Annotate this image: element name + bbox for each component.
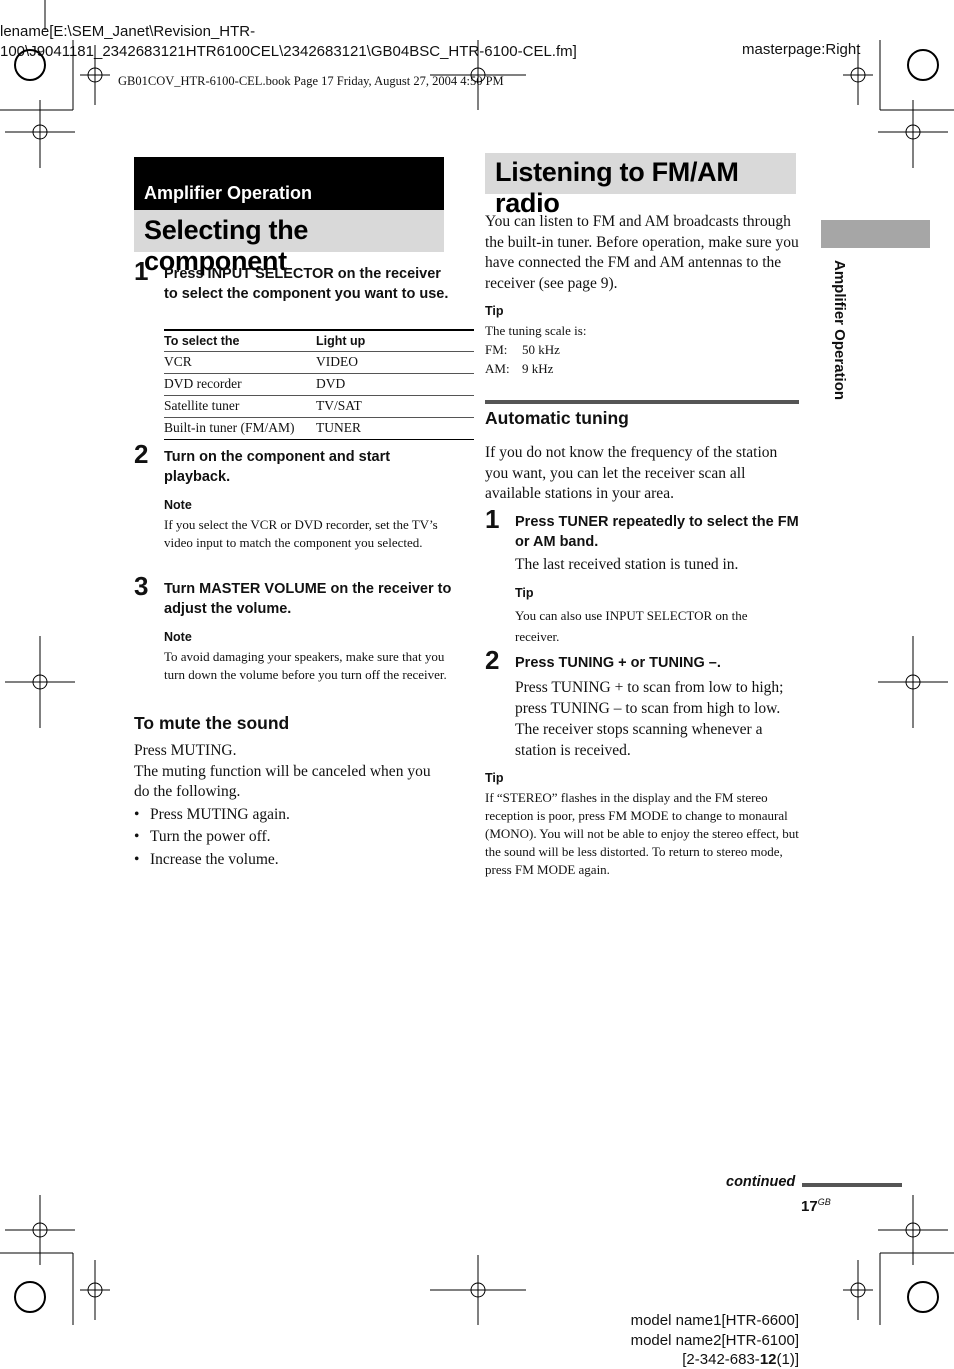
step-1-heading: Press INPUT SELECTOR on the receiver to select the component you want to use.	[164, 266, 449, 302]
component-table	[164, 329, 474, 440]
step-3-note: To avoid damaging your speakers, make sure that you turn down the volume before you turn off the receiver.	[164, 649, 447, 682]
page-number	[801, 1197, 831, 1215]
mute-line-2: The muting function will be canceled when you do the following.	[134, 762, 431, 800]
table-row	[164, 374, 474, 396]
step-3-number: 3	[134, 571, 149, 601]
right-title: Listening to FM/AM radio	[495, 157, 739, 218]
step-3-heading: Turn MASTER VOLUME on the receiver to adjust the volume.	[164, 581, 452, 617]
tip-1-line: The tuning scale is:	[485, 323, 587, 338]
model-name-1: model name1[HTR-6600]	[630, 1312, 799, 1329]
section-rule	[485, 400, 799, 404]
side-tab-bar	[821, 220, 930, 248]
tuning-step-1-tip: You can also use INPUT SELECTOR on the receiver.	[515, 608, 748, 644]
masterpage-label: masterpage:Right	[742, 41, 861, 58]
table-cell: Satellite tuner	[164, 396, 316, 418]
tip-1-label: Tip	[485, 304, 504, 318]
table-cell: TUNER	[316, 418, 474, 440]
fm-value: 50 kHz	[522, 342, 560, 357]
tuning-step-2-text-2: The receiver stops scanning whenever a station is received.	[515, 721, 763, 759]
am-label: AM:	[485, 361, 510, 376]
tuning-step-2-number: 2	[485, 645, 500, 675]
mute-heading: To mute the sound	[134, 713, 290, 733]
page-title: Selecting the component	[144, 215, 309, 276]
tuning-step-1-tip-label: Tip	[515, 586, 534, 600]
tip-2-label: Tip	[485, 771, 504, 785]
table-cell: DVD recorder	[164, 374, 316, 396]
list-item: • Turn the power off.	[134, 827, 449, 848]
list-item-text: Increase the volume.	[150, 850, 279, 868]
step-2-note: If you select the VCR or DVD recorder, set the TV’s video input to match the component you selected.	[164, 517, 438, 550]
part-code-c: (1)]	[776, 1351, 799, 1368]
book-info-line: GB01COV_HTR-6100-CEL.book Page 17 Friday, August 27, 2004 4:50 PM	[118, 74, 504, 88]
list-item: • Press MUTING again.	[134, 805, 449, 826]
tip-2-body: If “STEREO” flashes in the display and the FM stereo reception is poor, press FM MODE to change to monaural (MONO). You will not be able to enjoy the stereo effect, but the sound will be less distorted. To return to stereo mode, press FM MODE again.	[485, 790, 799, 877]
page-number-value: 17	[801, 1198, 818, 1215]
mute-line-1: Press MUTING.	[134, 742, 237, 759]
filename-line-2: 100\J9041181_2342683121HTR6100CEL\2342683121\GB04BSC_HTR-6100-CEL.fm]	[0, 43, 577, 60]
fm-label: FM:	[485, 342, 508, 357]
table-cell: DVD	[316, 374, 474, 396]
section-bar-label: Amplifier Operation	[144, 183, 313, 203]
continued-rule	[802, 1183, 902, 1187]
step-2-heading: Turn on the component and start playback.	[164, 449, 391, 485]
tuning-step-1-number: 1	[485, 504, 500, 534]
side-tab-label: Amplifier Operation	[831, 260, 848, 401]
tuning-step-2-text-1: Press TUNING + to scan from low to high; press TUNING – to scan from high to low.	[515, 679, 784, 717]
page-number-suffix: GB	[817, 1197, 831, 1207]
step-1-number: 1	[134, 256, 149, 286]
table-cell: VCR	[164, 352, 316, 374]
list-item: • Increase the volume.	[134, 850, 449, 871]
auto-tuning-intro: If you do not know the frequency of the station you want, you can let the receiver scan all available stations in your area.	[485, 444, 778, 502]
am-value: 9 kHz	[522, 361, 554, 376]
left-title-bar	[134, 210, 444, 276]
table-header: Light up	[316, 330, 474, 352]
table-header-row	[164, 330, 474, 352]
step-3-note-label: Note	[164, 630, 192, 644]
tip-1-am	[485, 360, 800, 378]
part-code	[682, 1350, 799, 1369]
right-title-bar	[485, 153, 796, 218]
radio-intro: You can listen to FM and AM broadcasts through the built-in tuner. Before operation, make sure you have connected the FM and AM antennas to the receiver (see page 9).	[485, 213, 799, 292]
tip-1-body	[485, 322, 800, 378]
tip-1-fm	[485, 341, 800, 359]
part-code-b: 12	[759, 1351, 777, 1368]
tuning-step-1-text: The last received station is tuned in.	[515, 556, 739, 573]
model-name-2: model name2[HTR-6100]	[630, 1332, 799, 1349]
table-row	[164, 396, 474, 418]
table-cell: VIDEO	[316, 352, 474, 374]
table-cell: TV/SAT	[316, 396, 474, 418]
table-row	[164, 418, 474, 440]
list-item-text: Turn the power off.	[150, 828, 271, 845]
table-header: To select the	[164, 330, 316, 352]
tuning-step-1-heading: Press TUNER repeatedly to select the FM or AM band.	[515, 514, 799, 550]
list-item-text: Press MUTING again.	[150, 805, 290, 823]
table-cell: Built-in tuner (FM/AM)	[164, 418, 316, 440]
tuning-step-2-heading: Press TUNING + or TUNING –.	[515, 655, 721, 671]
continued-label: continued	[726, 1174, 796, 1190]
part-code-a: [2-342-683-	[682, 1351, 760, 1368]
step-2-number: 2	[134, 439, 149, 469]
mute-body	[134, 741, 449, 870]
filename-line-1: lename[E:\SEM_Janet\Revision_HTR-	[0, 23, 256, 40]
auto-tuning-heading: Automatic tuning	[485, 408, 629, 428]
section-bar	[134, 157, 444, 210]
step-2-note-label: Note	[164, 498, 192, 512]
table-row	[164, 352, 474, 374]
